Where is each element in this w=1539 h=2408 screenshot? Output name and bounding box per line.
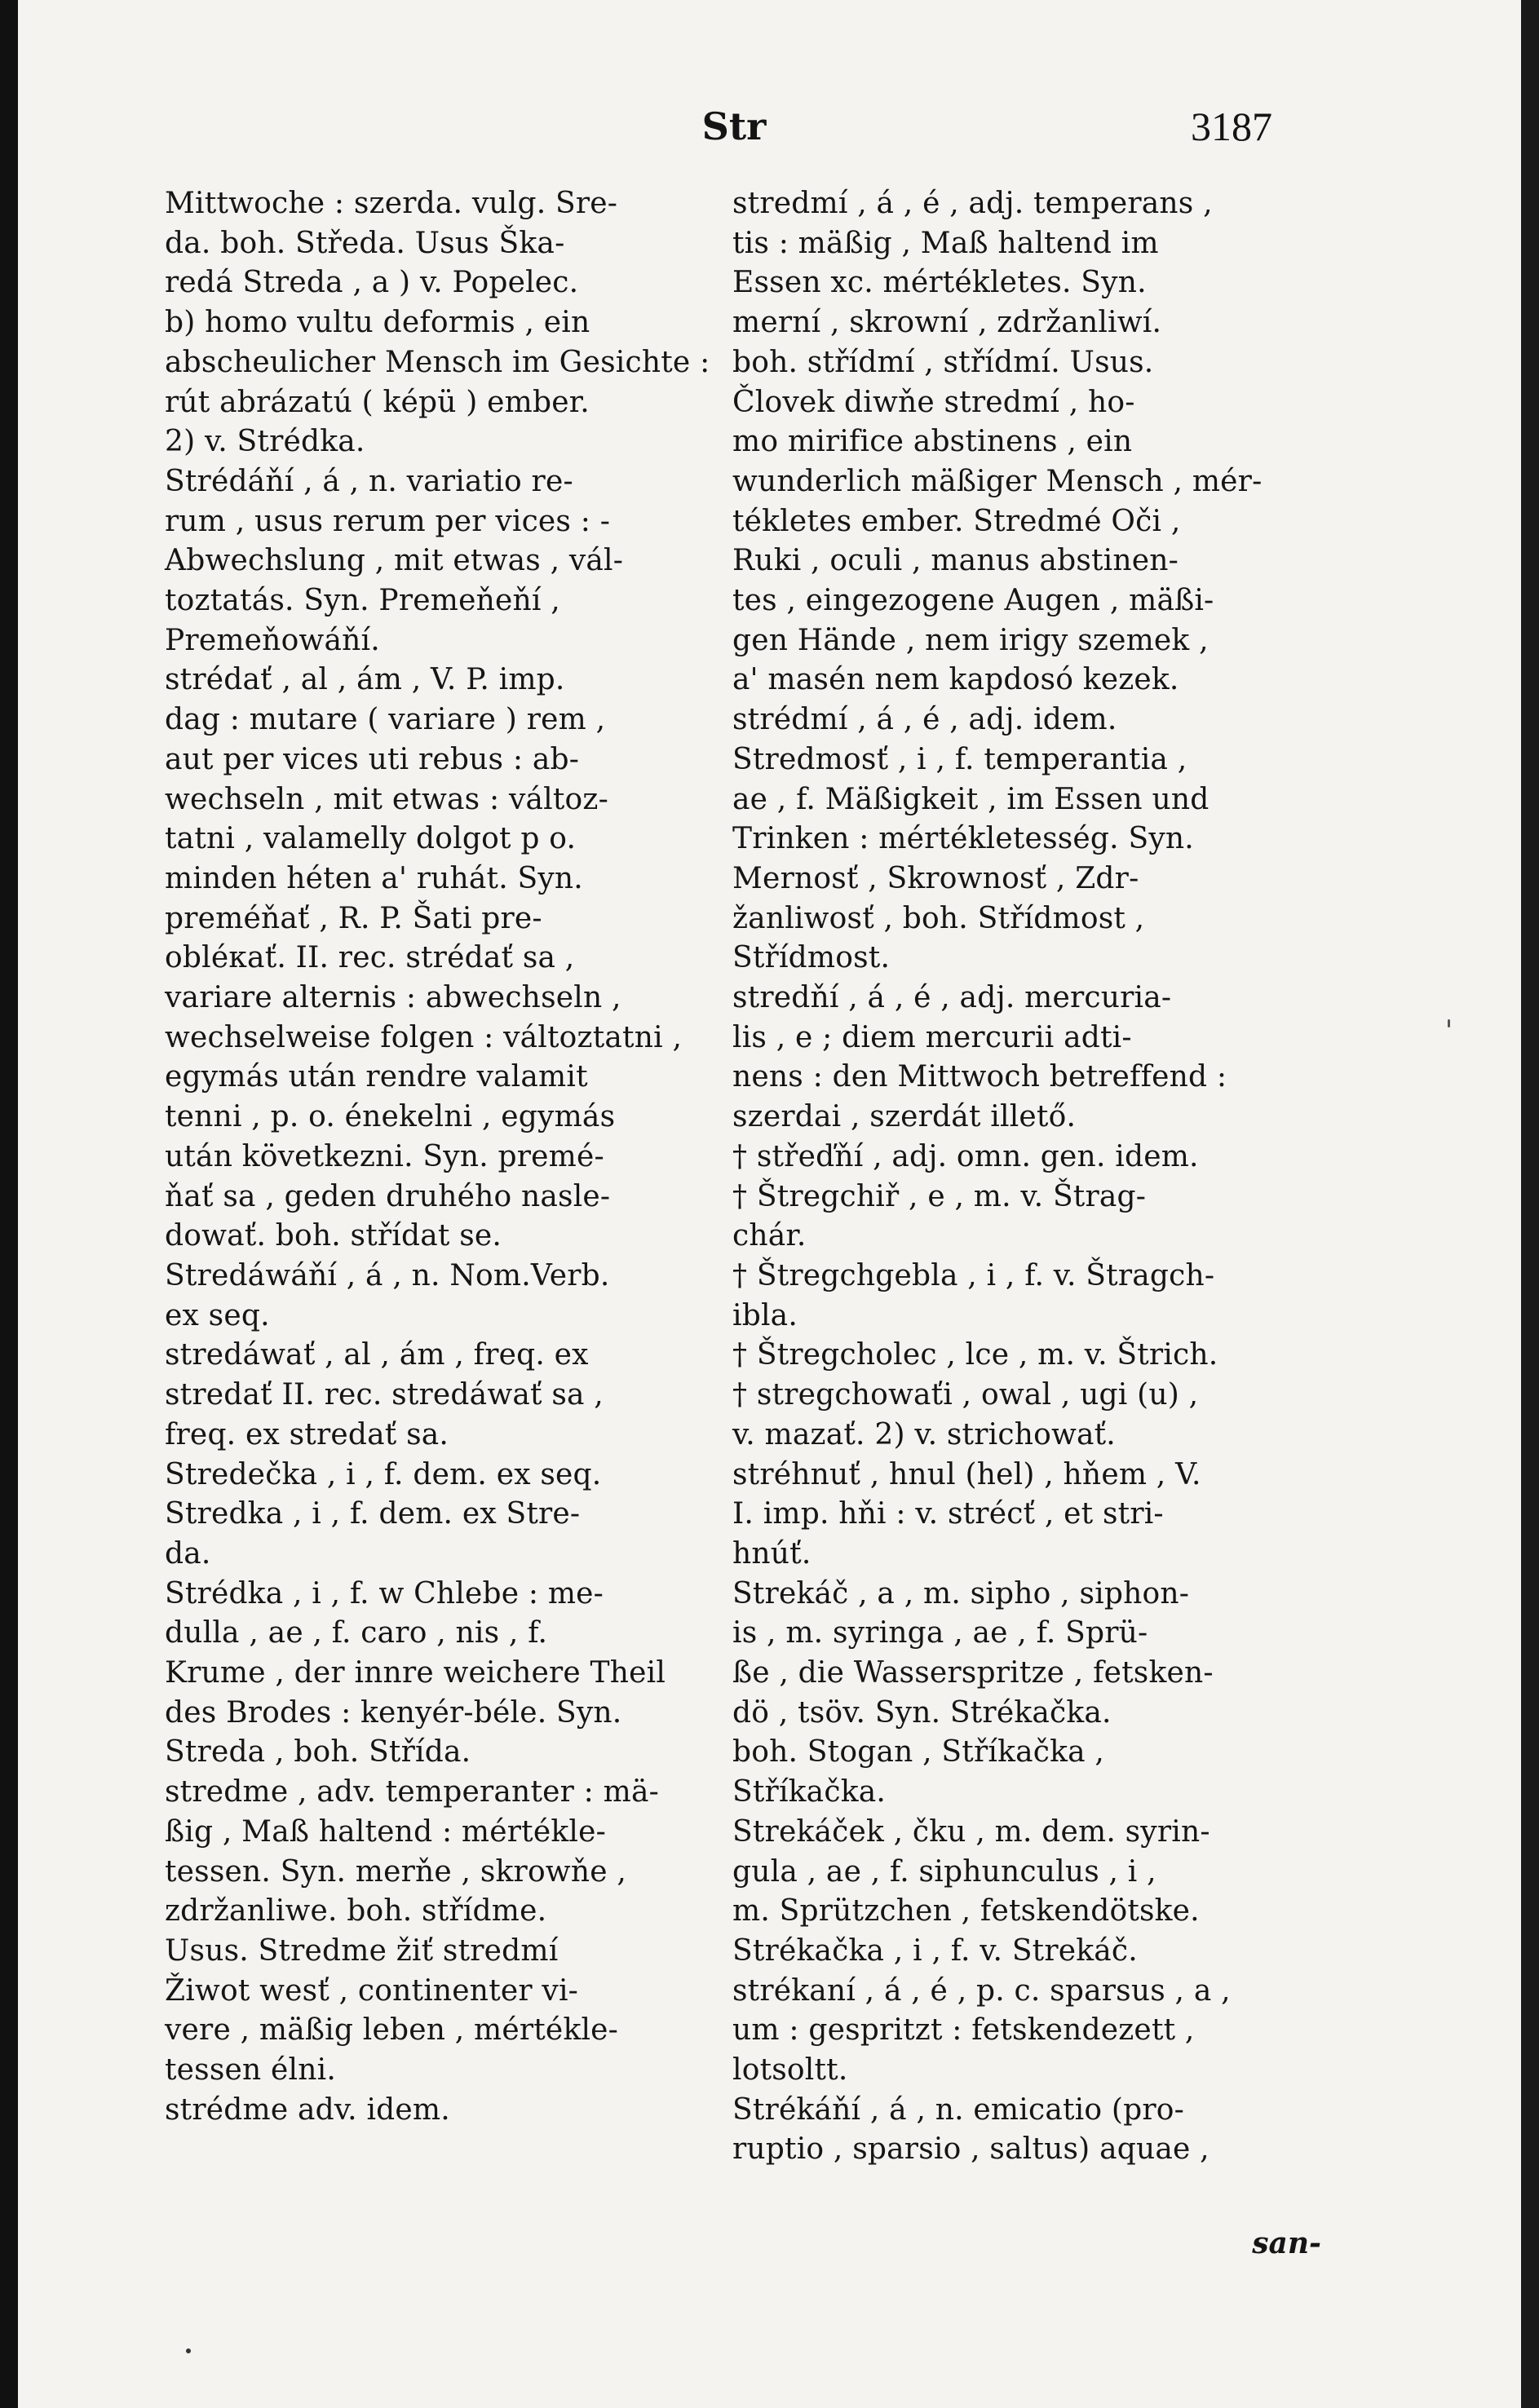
right-column-line: Stříkačka. [732,1775,887,1809]
left-column-line: minden héten a' ruhát. Syn. [165,861,583,895]
left-column-line: ex seq. [165,1298,270,1332]
right-column-line: stredmí , á , é , adj. temperans , [732,187,1213,220]
left-column-line: rút abrázatú ( képü ) ember. [165,385,590,419]
right-column-line: mo mirifice abstinens , ein [732,425,1133,459]
right-column-line: dö , tsöv. Syn. Strékačka. [732,1695,1112,1730]
left-column-line: ßig , Maß haltend : mértékle- [165,1814,606,1849]
right-column [732,184,1318,2170]
left-column-line: stredáwať , al , ám , freq. ex [165,1338,589,1372]
right-column-line: boh. Stogan , Stříkačka , [732,1735,1105,1770]
right-column-line: Ruki , oculi , manus abstinen- [732,544,1179,578]
right-column-line: † Štregcholec , lce , m. v. Štrich. [732,1338,1218,1372]
left-column-line: dulla , ae , f. caro , nis , f. [165,1616,548,1650]
left-column-line: freq. ex stredať sa. [165,1417,449,1451]
ink-speck [186,2348,191,2353]
left-column-line: Stredečka , i , f. dem. ex seq. [165,1457,602,1491]
right-column-line: † střeďňí , adj. omn. gen. idem. [732,1139,1199,1173]
left-column-line: Strédka , i , f. w Chlebe : me- [165,1576,604,1610]
left-column-line: dowať. boh. střídat se. [165,1219,502,1253]
right-column-line: † stregchowaťi , owal , ugi (u) , [732,1378,1199,1412]
left-column-line: stredať II. rec. stredáwať sa , [165,1378,604,1412]
right-column-line: žanliwosť , boh. Střídmost , [732,901,1145,935]
left-column-line: tatni , valamelly dolgot p o. [165,822,577,856]
right-column-line: merní , skrowní , zdržanliwí. [732,306,1162,340]
right-column-line: Strékačka , i , f. v. Strekáč. [732,1933,1138,1968]
right-column-line: Strékáňí , á , n. emicatio (pro- [732,2092,1185,2127]
left-column-line: vere , mäßig leben , mértékle- [165,2013,619,2048]
left-column-line: stredme , adv. temperanter : mä- [165,1775,660,1809]
right-column-line: a' masén nem kapdosó kezek. [732,663,1179,697]
left-column-line: obléкať. II. rec. strédať sa , [165,941,575,975]
left-page-edge [0,0,18,2408]
right-column-line: szerdai , szerdát illető. [732,1100,1077,1134]
right-column-line: Essen xc. mértékletes. Syn. [732,266,1147,300]
left-column-line: abscheulicher Mensch im Gesichte : [165,345,710,379]
right-column-line: I. imp. hňi : v. strécť , et stri- [732,1497,1164,1531]
left-column-line: des Brodes : kenyér-béle. Syn. [165,1695,622,1730]
right-column-line: ibla. [732,1298,798,1332]
left-column-line: Usus. Stredme žiť stredmí [165,1933,559,1968]
left-column-line: Mittwoche : szerda. vulg. Sre- [165,187,618,220]
running-head: Str [701,104,767,148]
right-column-line: ruptio , sparsio , saltus) aquae , [732,2132,1210,2167]
right-column-line: Človek diwňe stredmí , ho- [732,385,1135,419]
right-column-line: m. Sprützchen , fetskendötske. [732,1894,1200,1929]
right-column-line: Trinken : mértékletesség. Syn. [732,822,1194,856]
left-column-line: tessen élni. [165,2053,337,2088]
left-column-line: 2) v. Strédka. [165,425,365,459]
left-column-line: da. boh. Středa. Usus Ška- [165,226,565,260]
right-column-line: Strekáček , čku , m. dem. syrin- [732,1814,1210,1849]
right-column-line: is , m. syringa , ae , f. Sprü- [732,1616,1148,1650]
right-column-line: stréhnuť , hnul (hel) , hňem , V. [732,1457,1201,1491]
right-column-line: chár. [732,1219,807,1253]
right-column-line: Stredmosť , i , f. temperantia , [732,742,1187,776]
right-column-line: lis , e ; diem mercurii adti- [732,1020,1132,1054]
right-column-line: v. mazať. 2) v. strichowať. [732,1417,1116,1451]
right-column-line: tes , eingezogene Augen , mäßi- [732,584,1214,618]
right-column-line: Střídmost. [732,941,891,975]
right-column-line: hnúť. [732,1536,812,1571]
left-column-line: Abwechslung , mit etwas , vál- [165,544,624,578]
right-column-line: Mernosť , Skrownosť , Zdr- [732,861,1139,895]
right-column-line: lotsoltt. [732,2053,848,2088]
left-column-line: preméňať , R. P. Šati pre- [165,901,542,935]
left-column-line: dag : mutare ( variare ) rem , [165,703,606,737]
left-column-line: egymás után rendre valamit [165,1060,588,1094]
left-column-line: wechselweise folgen : változtatni , [165,1020,683,1054]
right-column-line: um : gespritzt : fetskendezett , [732,2013,1195,2048]
left-column-line: Stredka , i , f. dem. ex Stre- [165,1497,581,1531]
right-column-line: tékletes ember. Stredmé Oči , [732,504,1181,538]
left-column-line: Strédáňí , á , n. variatio re- [165,464,573,498]
left-column-line: variare alternis : abwechseln , [165,981,621,1015]
right-column-line: boh. střídmí , střídmí. Usus. [732,345,1154,379]
left-column-line: Žiwot wesť , continenter vi- [165,1973,579,2008]
left-column-line: aut per vices uti rebus : ab- [165,742,580,776]
left-column-line: redá Streda , a ) v. Popelec. [165,266,579,300]
right-column-line: tis : mäßig , Maß haltend im [732,226,1159,260]
left-column-line: zdržanliwe. boh. střídme. [165,1894,547,1929]
left-column-line: toztatás. Syn. Premeňeňí , [165,584,560,618]
left-column-line: Krume , der innre weichere Theil [165,1656,666,1690]
left-column-line: wechseln , mit etwas : változ- [165,782,608,816]
right-column-line: wunderlich mäßiger Mensch , mér- [732,464,1263,498]
page-number: 3187 [1191,104,1272,149]
left-column-line: strédme adv. idem. [165,2092,450,2127]
right-column-line: ae , f. Mäßigkeit , im Essen und [732,782,1210,816]
right-column-line: gula , ae , f. siphunculus , i , [732,1854,1156,1889]
left-column-line: Premeňowáňí. [165,623,380,657]
left-column [165,184,710,2130]
left-column-line: ňať sa , geden druhého nasle- [165,1179,611,1213]
left-column-line: után következni. Syn. premé- [165,1139,604,1173]
right-column-line: stredňí , á , é , adj. mercuria- [732,981,1172,1015]
right-column-line: strédmí , á , é , adj. idem. [732,703,1117,737]
left-column-line: Stredáwáňí , á , n. Nom.Verb. [165,1258,610,1292]
right-column-line: gen Hände , nem irigy szemek , [732,623,1209,657]
right-column-line: strékaní , á , é , p. c. sparsus , a , [732,1973,1231,2008]
left-column-line: da. [165,1536,211,1571]
left-column-line: tessen. Syn. merňe , skrowňe , [165,1854,627,1889]
ink-speck [1448,1019,1450,1027]
right-column-line: ße , die Wasserspritze , fetsken- [732,1656,1214,1690]
catchword: san- [1252,2226,1321,2260]
left-column-line: rum , usus rerum per vices : - [165,504,611,538]
left-column-line: b) homo vultu deformis , ein [165,306,590,340]
left-column-line: tenni , p. o. énekelni , egymás [165,1100,616,1134]
right-page-edge [1521,0,1539,2408]
right-column-line: † Štregchiř , e , m. v. Štrag- [732,1179,1147,1213]
right-column-line: nens : den Mittwoch betreffend : [732,1060,1227,1094]
left-column-line: Streda , boh. Střída. [165,1735,471,1770]
right-column-line: † Štregchgebla , i , f. v. Štragch- [732,1258,1215,1292]
left-column-line: strédať , al , ám , V. P. imp. [165,663,565,697]
right-column-line: Strekáč , a , m. sipho , siphon- [732,1576,1190,1610]
